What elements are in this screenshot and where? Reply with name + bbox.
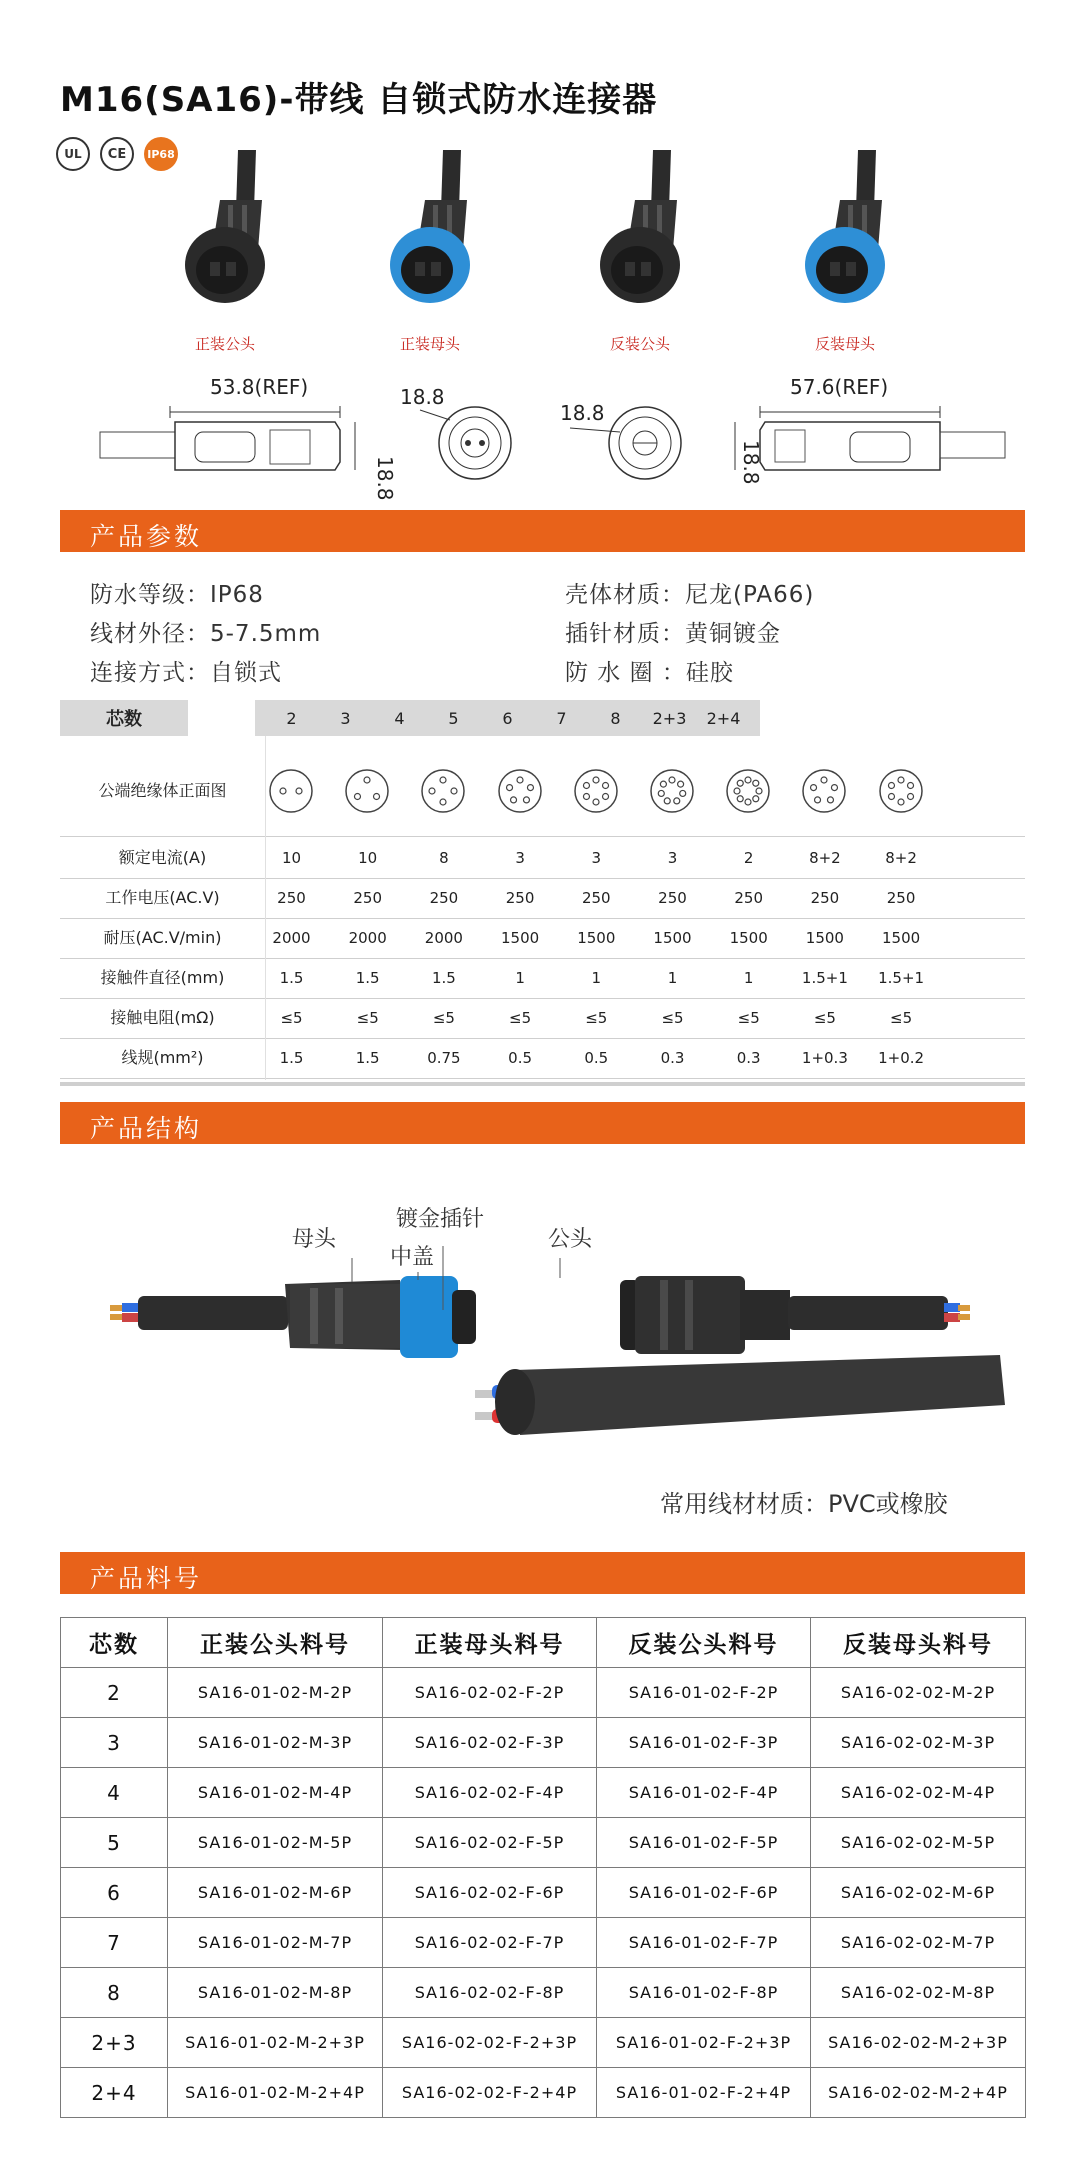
- parts-number-cell: SA16-02-02-M-6P: [811, 1868, 1026, 1918]
- parts-number-cell: SA16-01-02-F-4P: [597, 1768, 811, 1818]
- table-row: [61, 1768, 1026, 1818]
- spec-value: 1.5: [355, 969, 380, 987]
- section-bar-parts: [60, 1552, 1025, 1594]
- spec-value: 1500: [653, 929, 692, 947]
- parts-number-cell: SA16-01-02-F-3P: [597, 1718, 811, 1768]
- spec-value: 0.5: [584, 1049, 609, 1067]
- spec-value: 250: [810, 889, 840, 907]
- dim-left-length: 53.8(REF): [210, 375, 309, 399]
- spec-value: 1: [591, 969, 602, 987]
- ip68-cert-icon: IP68: [144, 137, 178, 171]
- product-label: 正装公头: [194, 335, 255, 353]
- spec-core-header: 3: [309, 700, 382, 736]
- spec-value: ≤5: [356, 1009, 379, 1027]
- parts-number-cell: SA16-02-02-F-7P: [383, 1918, 597, 1968]
- parts-number-cell: SA16-02-02-F-2+3P: [383, 2018, 597, 2068]
- spec-divider: [60, 1078, 1025, 1079]
- table-row: [61, 1718, 1026, 1768]
- parts-core-cell: 7: [61, 1918, 168, 1968]
- table-row: [61, 1918, 1026, 1968]
- spec-divider: [60, 836, 1025, 837]
- product-label: 反装母头: [814, 335, 875, 353]
- spec-header-label: 芯数: [60, 700, 188, 736]
- spec-value: 250: [505, 889, 535, 907]
- product-label: 正装母头: [399, 335, 460, 353]
- parts-number-cell: SA16-01-02-M-3P: [168, 1718, 383, 1768]
- pin-face-icon: [420, 768, 466, 814]
- dim-left-height: 18.8: [373, 456, 397, 501]
- spec-value: ≤5: [737, 1009, 760, 1027]
- spec-value: 10: [358, 849, 378, 867]
- spec-value: ≤5: [813, 1009, 836, 1027]
- spec-value: 1500: [805, 929, 844, 947]
- structure-illustration: [60, 1180, 1025, 1540]
- parts-header-cell: 正装母头料号: [383, 1618, 597, 1668]
- connector-photo-icon: [355, 150, 505, 330]
- spec-divider: [60, 1038, 1025, 1039]
- parts-core-cell: 3: [61, 1718, 168, 1768]
- drawing-right-side: [710, 370, 1010, 490]
- parts-number-cell: SA16-01-02-F-2+3P: [597, 2018, 811, 2068]
- label-cable-material: 常用线材材质：PVC或橡胶: [660, 1490, 948, 1518]
- dim-right-height: 18.8: [739, 440, 763, 485]
- parts-number-cell: SA16-01-02-M-2P: [168, 1668, 383, 1718]
- spec-value: 2000: [424, 929, 463, 947]
- spec-value: 2000: [348, 929, 387, 947]
- spec-value: 8+2: [809, 849, 841, 867]
- spec-value: ≤5: [585, 1009, 608, 1027]
- section-title-structure: 产品结构: [90, 1114, 203, 1143]
- spec-value: 1.5: [279, 1049, 304, 1067]
- spec-label-divider: [265, 736, 266, 1080]
- table-row: [61, 2068, 1026, 2118]
- connector-photo-icon: [565, 150, 715, 330]
- spec-value: 250: [429, 889, 459, 907]
- parts-number-cell: SA16-02-02-M-2+3P: [811, 2018, 1026, 2068]
- label-pin: 镀金插针: [396, 1207, 485, 1232]
- dim-front1-dia: 18.8: [400, 385, 445, 409]
- product-label: 反装公头: [609, 335, 670, 353]
- spec-value: 1+0.3: [801, 1049, 848, 1067]
- spec-value: 1500: [882, 929, 921, 947]
- label-female: 母头: [292, 1227, 337, 1252]
- spec-value: 250: [886, 889, 916, 907]
- spec-value: 8+2: [885, 849, 917, 867]
- parts-core-cell: 2+4: [61, 2068, 168, 2118]
- spec-value: 1: [743, 969, 754, 987]
- parts-core-cell: 4: [61, 1768, 168, 1818]
- spec-core-header: 2+3: [633, 700, 706, 736]
- spec-core-header: 2: [255, 700, 328, 736]
- section-bar-structure: [60, 1102, 1025, 1144]
- parts-number-cell: SA16-02-02-M-3P: [811, 1718, 1026, 1768]
- drawing-front-1: [400, 370, 530, 490]
- parts-number-cell: SA16-01-02-M-4P: [168, 1768, 383, 1818]
- parts-number-cell: SA16-02-02-F-3P: [383, 1718, 597, 1768]
- spec-value: 1.5: [279, 969, 304, 987]
- spec-row-label: 线规(mm²): [121, 1048, 204, 1067]
- spec-divider: [60, 918, 1025, 919]
- pin-face-icon: [344, 768, 390, 814]
- pin-face-icon: [573, 768, 619, 814]
- product-photo-4: [770, 150, 920, 353]
- parts-number-cell: SA16-02-02-F-2+4P: [383, 2068, 597, 2118]
- spec-value: 1.5+1: [801, 969, 848, 987]
- table-row: [61, 1968, 1026, 2018]
- spec-value: 2000: [272, 929, 311, 947]
- spec-value: 1500: [501, 929, 540, 947]
- spec-row-label: 工作电压(AC.V): [105, 888, 220, 907]
- label-male: 公头: [548, 1227, 593, 1252]
- pin-face-icon: [878, 768, 924, 814]
- ce-cert-icon: CE: [100, 137, 134, 171]
- spec-divider: [60, 998, 1025, 999]
- dim-front2-dia: 18.8: [560, 401, 605, 425]
- parts-core-cell: 6: [61, 1868, 168, 1918]
- parts-number-cell: SA16-01-02-F-5P: [597, 1818, 811, 1868]
- spec-value: 250: [658, 889, 687, 907]
- parts-number-cell: SA16-01-02-M-2+4P: [168, 2068, 383, 2118]
- spec-value: ≤5: [890, 1009, 913, 1027]
- spec-value: 1.5: [431, 969, 456, 987]
- spec-value: 0.75: [427, 1049, 461, 1067]
- spec-value: 3: [591, 849, 602, 867]
- spec-value: 250: [734, 889, 763, 907]
- page-title: M16(SA16)-带线 自锁式防水连接器: [60, 80, 658, 120]
- spec-core-header: 7: [525, 700, 598, 736]
- spec-value: ≤5: [432, 1009, 455, 1027]
- parts-number-cell: SA16-01-02-M-6P: [168, 1868, 383, 1918]
- parts-number-cell: SA16-02-02-M-7P: [811, 1918, 1026, 1968]
- parts-number-cell: SA16-02-02-M-4P: [811, 1768, 1026, 1818]
- pin-face-icon: [649, 768, 695, 814]
- parts-number-cell: SA16-01-02-M-7P: [168, 1918, 383, 1968]
- spec-face-label-2: 正面图: [178, 781, 227, 800]
- spec-row-label: 接触件直径(mm): [100, 968, 225, 987]
- spec-value: ≤5: [509, 1009, 532, 1027]
- spec-value: 0.3: [660, 1049, 685, 1067]
- spec-core-header: 5: [417, 700, 490, 736]
- spec-value: 3: [515, 849, 525, 867]
- param-pin-material: 插针材质：黄铜镀金: [565, 621, 781, 647]
- spec-value: 0.5: [508, 1049, 533, 1067]
- spec-value: 0.3: [736, 1049, 761, 1067]
- parts-number-cell: SA16-02-02-F-5P: [383, 1818, 597, 1868]
- spec-value: 1+0.2: [878, 1049, 925, 1067]
- parts-core-cell: 8: [61, 1968, 168, 2018]
- drawing-left-side: [100, 370, 397, 501]
- product-photo-2: [355, 150, 505, 353]
- parts-number-cell: SA16-02-02-F-2P: [383, 1668, 597, 1718]
- spec-value: 250: [353, 889, 382, 907]
- ul-cert-icon: UL: [56, 137, 90, 171]
- parts-header-cell: 芯数: [61, 1618, 168, 1668]
- param-connection: 连接方式：自锁式: [90, 660, 282, 686]
- section-title-params: 产品参数: [90, 522, 203, 551]
- param-cable-od: 线材外径：5-7.5mm: [90, 621, 322, 647]
- parts-number-cell: SA16-02-02-M-8P: [811, 1968, 1026, 2018]
- param-waterproof: 防水等级：IP68: [90, 582, 264, 608]
- pin-face-icon: [497, 768, 543, 814]
- parts-core-cell: 2: [61, 1668, 168, 1718]
- product-photo-3: [565, 150, 715, 353]
- parts-number-cell: SA16-01-02-M-2+3P: [168, 2018, 383, 2068]
- spec-value: 1500: [729, 929, 768, 947]
- parts-number-cell: SA16-02-02-M-5P: [811, 1818, 1026, 1868]
- connector-photo-icon: [150, 150, 300, 330]
- connector-photo-icon: [770, 150, 920, 330]
- parts-number-cell: SA16-02-02-F-4P: [383, 1768, 597, 1818]
- parts-number-cell: SA16-01-02-F-8P: [597, 1968, 811, 2018]
- spec-divider: [60, 878, 1025, 879]
- spec-value: 250: [581, 889, 611, 907]
- dim-right-length: 57.6(REF): [790, 375, 889, 399]
- parts-header-cell: 反装公头料号: [597, 1618, 811, 1668]
- section-title-parts: 产品料号: [90, 1564, 203, 1593]
- table-row: [61, 2018, 1026, 2068]
- spec-core-header: 2+4: [687, 700, 760, 736]
- parts-number-cell: SA16-02-02-M-2+4P: [811, 2068, 1026, 2118]
- pin-face-icon: [725, 768, 771, 814]
- spec-value: ≤5: [280, 1009, 303, 1027]
- drawing-front-2: [560, 370, 700, 490]
- parts-header-cell: 反装母头料号: [811, 1618, 1026, 1668]
- parts-number-cell: SA16-01-02-F-2+4P: [597, 2068, 811, 2118]
- table-row: [61, 1868, 1026, 1918]
- parts-number-cell: SA16-01-02-F-2P: [597, 1668, 811, 1718]
- parts-number-cell: SA16-01-02-M-5P: [168, 1818, 383, 1868]
- spec-divider: [60, 958, 1025, 959]
- spec-value: 250: [277, 889, 306, 907]
- part-number-table: [60, 1617, 1026, 2118]
- spec-value: 1: [515, 969, 525, 987]
- parts-number-cell: SA16-01-02-F-7P: [597, 1918, 811, 1968]
- spec-value: 1500: [577, 929, 616, 947]
- parts-number-cell: SA16-02-02-F-6P: [383, 1868, 597, 1918]
- pin-face-icon: [268, 768, 314, 814]
- spec-core-header: 4: [363, 700, 436, 736]
- spec-core-header: 8: [579, 700, 652, 736]
- spec-core-header: 6: [471, 700, 544, 736]
- product-photo-1: [150, 150, 300, 353]
- spec-value: 1: [667, 969, 678, 987]
- table-row: [61, 1668, 1026, 1718]
- spec-value: 1.5+1: [878, 969, 925, 987]
- spec-value: 3: [667, 849, 678, 867]
- spec-row-label: 额定电流(A): [118, 848, 207, 867]
- spec-value: 8: [439, 849, 449, 867]
- label-cap: 中盖: [390, 1245, 435, 1270]
- parts-number-cell: SA16-02-02-M-2P: [811, 1668, 1026, 1718]
- table-row: [61, 1818, 1026, 1868]
- parts-number-cell: SA16-01-02-M-8P: [168, 1968, 383, 2018]
- spec-value: 1.5: [355, 1049, 380, 1067]
- spec-bottom-rule: [60, 1082, 1025, 1086]
- spec-value: ≤5: [661, 1009, 684, 1027]
- spec-face-label-1: 公端绝缘体: [98, 781, 179, 800]
- pin-face-icon: [801, 768, 847, 814]
- spec-face-label: [60, 746, 265, 836]
- parts-core-cell: 5: [61, 1818, 168, 1868]
- parts-number-cell: SA16-02-02-F-8P: [383, 1968, 597, 2018]
- parts-header-cell: 正装公头料号: [168, 1618, 383, 1668]
- spec-row-label: 接触电阻(mΩ): [110, 1008, 215, 1027]
- spec-row-label: 耐压(AC.V/min): [103, 928, 222, 947]
- param-seal: 防 水 圈 ：硅胶: [565, 660, 734, 686]
- parts-number-cell: SA16-01-02-F-6P: [597, 1868, 811, 1918]
- parts-core-cell: 2+3: [61, 2018, 168, 2068]
- spec-value: 2: [743, 849, 754, 867]
- param-shell: 壳体材质：尼龙(PA66): [565, 582, 815, 608]
- section-bar-params: [60, 510, 1025, 552]
- spec-value: 10: [281, 849, 302, 867]
